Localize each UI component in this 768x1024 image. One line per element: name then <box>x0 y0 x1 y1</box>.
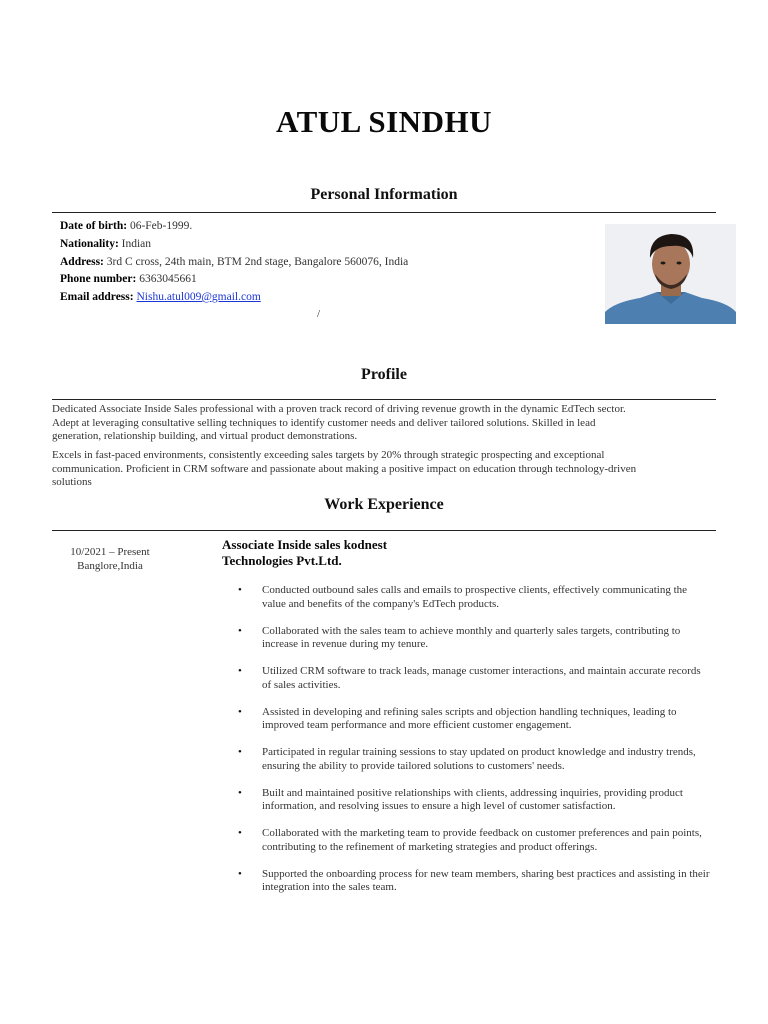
job-bullet-text: Participated in regular training sessions to stay updated on product knowledge and industry trends, ensuring the ability to provide tailored solutions to customers' needs. <box>262 746 696 772</box>
job-bullet-text: Utilized CRM software to track leads, manage customer interactions, and maintain accurate records of sales activities. <box>262 665 701 691</box>
email-label: Email address: <box>60 291 134 303</box>
dob-value: 06-Feb-1999. <box>129 220 193 232</box>
job-bullet-text: Supported the onboarding process for new team members, sharing best practices and assisting in their integration into the sales team. <box>262 867 710 893</box>
bullet-icon: • <box>238 665 242 677</box>
section-divider <box>52 399 716 400</box>
job-bullet <box>232 706 712 733</box>
job-bullet <box>232 746 712 773</box>
profile-line: Dedicated Associate Inside Sales professional with a proven track record of driving revenue growth in the dynamic EdTech sector. <box>52 403 626 415</box>
job-title-line: Associate Inside sales kodnest <box>222 537 388 552</box>
job-dates: 10/2021 – Present <box>70 546 150 558</box>
phone-label: Phone number: <box>60 273 137 285</box>
work-experience-heading: Work Experience <box>324 496 444 513</box>
bullet-icon: • <box>238 827 242 839</box>
dob-label: Date of birth: <box>60 220 128 232</box>
email-row <box>60 291 261 303</box>
nationality-row <box>60 238 151 250</box>
job-bullet <box>232 584 712 611</box>
bullet-icon: • <box>238 705 242 718</box>
job-bullet <box>232 868 712 895</box>
bullet-icon: • <box>238 786 242 799</box>
profile-line: solutions <box>52 476 92 488</box>
address-value: 3rd C cross, 24th main, BTM 2nd stage, Bangalore 560076, India <box>106 256 409 268</box>
job-bullet <box>232 827 712 854</box>
job-location: Banglore,India <box>77 560 143 572</box>
job-bullet-text: Collaborated with the marketing team to provide feedback on customer preferences and pain points, contributing to the refinement of marketing strategies and product offerings. <box>262 827 702 853</box>
profile-line: Excels in fast-paced environments, consistently exceeding sales targets by 20% through strategic prospecting and exceptional <box>52 449 605 461</box>
job-title-line: Technologies Pvt.Ltd. <box>222 552 342 568</box>
job-bullet-list <box>232 584 712 908</box>
profile-line: generation, relationship building, and virtual product demonstrations. <box>52 430 358 442</box>
bullet-icon: • <box>238 746 242 758</box>
dob-row <box>60 220 192 232</box>
nationality-label: Nationality: <box>60 238 119 250</box>
phone-row <box>60 273 197 285</box>
profile-heading: Profile <box>361 366 407 383</box>
nationality-value: Indian <box>121 238 152 250</box>
address-row <box>60 256 408 268</box>
profile-line: Adept at leveraging consultative selling techniques to identify customer needs and deliver tailored solutions. Skilled in lead <box>52 416 596 429</box>
job-bullet <box>232 787 712 814</box>
bullet-icon: • <box>238 584 242 596</box>
email-link[interactable]: Nishu.atul009@gmail.com <box>136 291 261 303</box>
section-divider <box>52 530 716 531</box>
job-bullet-text: Collaborated with the sales team to achieve monthly and quarterly sales targets, contributing to increase in revenue during my tenure. <box>262 624 681 650</box>
profile-paragraph-1 <box>52 403 716 444</box>
phone-value: 6363045661 <box>139 273 197 285</box>
job-title <box>222 537 522 568</box>
stray-slash: / <box>317 308 321 320</box>
section-divider <box>52 212 716 213</box>
profile-line: communication. Proficient in CRM software and passionate about making a positive impact on education through technology-driven <box>52 462 637 475</box>
profile-paragraph-2 <box>52 449 716 490</box>
bullet-icon: • <box>238 624 242 637</box>
job-bullet <box>232 665 712 692</box>
job-bullet-text: Conducted outbound sales calls and emails to prospective clients, effectively communicating the value and benefits of the company's EdTech products. <box>262 584 688 610</box>
address-label: Address: <box>60 256 104 268</box>
profile-photo-illustration <box>605 224 736 324</box>
job-bullet <box>232 625 712 652</box>
bullet-icon: • <box>238 867 242 880</box>
personal-info-heading: Personal Information <box>310 186 458 203</box>
job-bullet-text: Built and maintained positive relationships with clients, addressing inquiries, providing product information, and resolving issues to ensure a high level of customer satisfaction. <box>262 786 683 812</box>
job-bullet-text: Assisted in developing and refining sales scripts and objection handling techniques, leading to improved team performance and more efficient customer engagement. <box>262 705 677 731</box>
profile-photo <box>605 224 736 324</box>
candidate-name: ATUL SINDHU <box>276 104 492 139</box>
